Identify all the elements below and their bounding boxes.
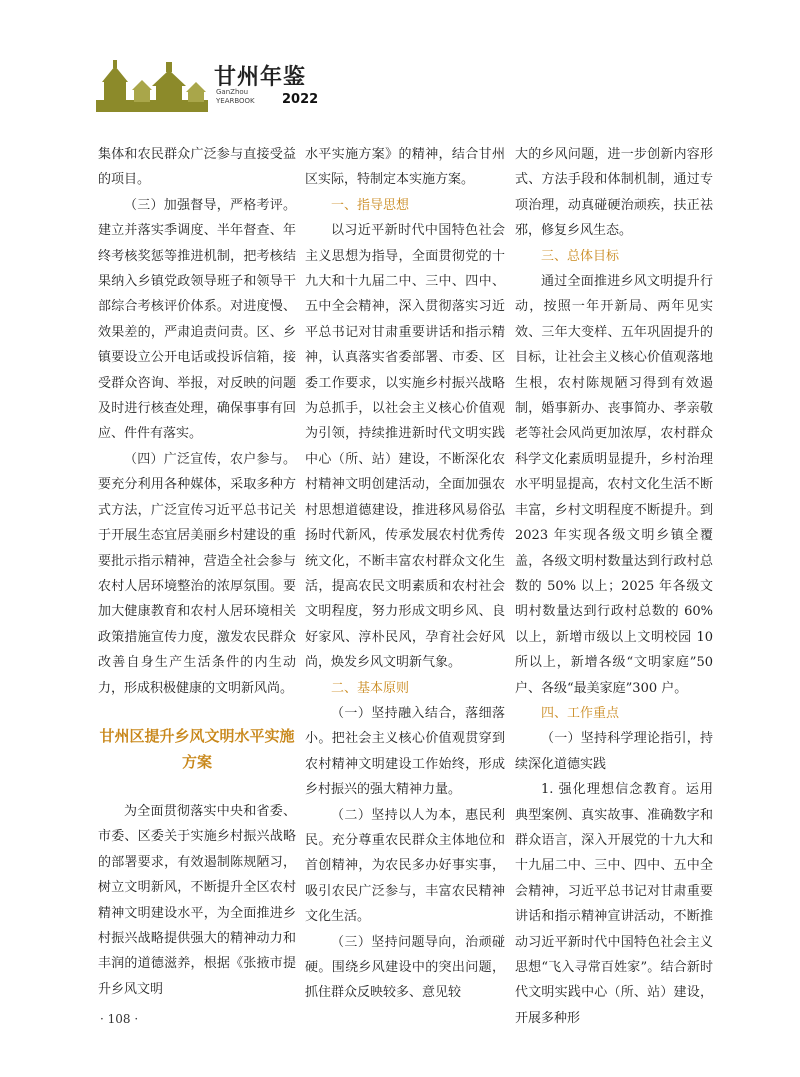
paragraph: （一）坚持科学理论指引，持续深化道德实践: [515, 731, 713, 772]
page-header: [96, 58, 716, 118]
paragraph: （三）加强督导，严格考评。建立并落实季调度、半年督查、年终考核奖惩等推进机制，把考核结果纳入乡镇党政领导班子和领导干部综合考核评价体系。对进度慢、效果差的，严肃追责问责。区、乡镇要设立公开电话或投诉信箱，接受群众咨询、举报，对反映的问题及时进行核查处理，确保事事有回应、件件有落实。: [98, 197, 296, 442]
yearbook-year: 2022: [282, 92, 319, 107]
paragraph: 1. 强化理想信念教育。运用典型案例、真实故事、准确数字和群众语言，深入开展党的十九大和十九届二中、三中、四中、五中全会精神，习近平总书记对甘肃重要讲话和指示精神宣讲活动，不断推动习近平新时代中国特色社会主义思想“飞入寻常百姓家”。结合新时代文明实践中心（所、站）建设，开展多种形: [515, 782, 713, 1026]
paragraph: 以习近平新时代中国特色社会主义思想为指导，全面贯彻党的十九大和十九届二中、三中、四中、五中全会精神，深入贯彻落实习近平总书记对甘肃重要讲话和指示精神，认真落实省委部署、市委、区委工作要求，以实施乡村振兴战略为总抓手，以社会主义核心价值观为引领，持续推进新时代文明实践中心（所、站）建设，不断深化农村精神文明创建活动，全面加强农村思想道德建设，推进移风易俗弘扬时代新风，传承发展农村优秀传统文化，不断丰富农村群众文化生活，提高农民文明素质和农村社会文明程度，努力形成文明乡风、良好家风、淳朴民风，孕育社会好风尚，焕发乡风文明新气象。: [305, 223, 505, 671]
paragraph: （一）坚持融入结合，落细落小。把社会主义核心价值观贯穿到农村精神文明建设工作始终，形成乡村振兴的强大精神力量。: [305, 705, 505, 798]
paragraph: 为全面贯彻落实中央和省委、市委、区委关于实施乡村振兴战略的部署要求，有效遏制陈规陋习，树立文明新风，不断提升全区农村精神文明建设水平，为全面推进乡村振兴战略提供强大的精神动力和丰润的道德滋养，根据《张掖市提升乡风文明: [98, 803, 296, 997]
paragraph: 通过全面推进乡风文明提升行动，按照一年开新局、两年见实效、三年大变样、五年巩固提升的目标，让社会主义核心价值观落地生根，农村陈规陋习得到有效遏制，婚事新办、丧事简办、孝亲敬老等社会风尚更加浓厚，农村群众科学文化素质明显提升，乡村治理水平明显提高，农村文化生活不断丰富，乡村文明程度不断提升。到 2023 年实现各级文明乡镇全覆盖，各级文明村数量达到行政村总数的 50% 以上；2025 年各级文明村数量达到行政村总数的 60% 以上，新增市级以上文明校园 10 所以上，新增各级“文明家庭”50 户、各级“最美家庭”300 户。: [515, 274, 713, 696]
section-heading: 一、指导思想: [331, 197, 410, 213]
yearbook-title: 甘州年鉴: [214, 64, 307, 90]
paragraph: 集体和农民群众广泛参与直接受益的项目。: [98, 147, 296, 188]
paragraph: （二）坚持以人为本，惠民利民。充分尊重农民群众主体地位和首创精神，为农民多办好事实事，吸引农民广泛参与，丰富农民精神文化生活。: [305, 807, 505, 925]
yearbook-subtitle-yearbook: YEARBOOK: [216, 97, 255, 105]
text-column-3: [515, 142, 713, 1031]
section-heading: 四、工作重点: [541, 705, 620, 721]
paragraph: 水平实施方案》的精神，结合甘州区实际，特制定本实施方案。: [305, 147, 505, 188]
paragraph: 大的乡风问题，进一步创新内容形式、方法手段和体制机制，通过专项治理，动真碰硬治顽疾，扶正祛邪，修复乡风生态。: [515, 147, 713, 239]
article-title: 甘州区提升乡风文明水平实施方案: [99, 726, 295, 771]
pagoda-building-icon: [96, 58, 208, 112]
yearbook-subtitle-ganzhou: GanZhou: [216, 88, 249, 96]
paragraph: （三）坚持问题导向，治顽碰硬。围绕乡风建设中的突出问题，抓住群众反映较多、意见较: [305, 934, 505, 1001]
page-number: · 108 ·: [100, 1012, 139, 1026]
text-column-2: [305, 142, 505, 1006]
section-heading: 二、基本原则: [331, 680, 410, 696]
text-column-1: [98, 142, 296, 1002]
section-heading: 三、总体目标: [541, 248, 620, 264]
paragraph: （四）广泛宣传，农户参与。要充分利用各种媒体，采取多种方式方法，广泛宣传习近平总书记关于开展生态宜居美丽乡村建设的重要批示指示精神，营造全社会参与农村人居环境整治的浓厚氛围。要加大健康教育和农村人居环境相关政策措施宣传力度，激发农民群众改善自身生产生活条件的内生动力，形成积极健康的文明新风尚。: [98, 451, 296, 696]
